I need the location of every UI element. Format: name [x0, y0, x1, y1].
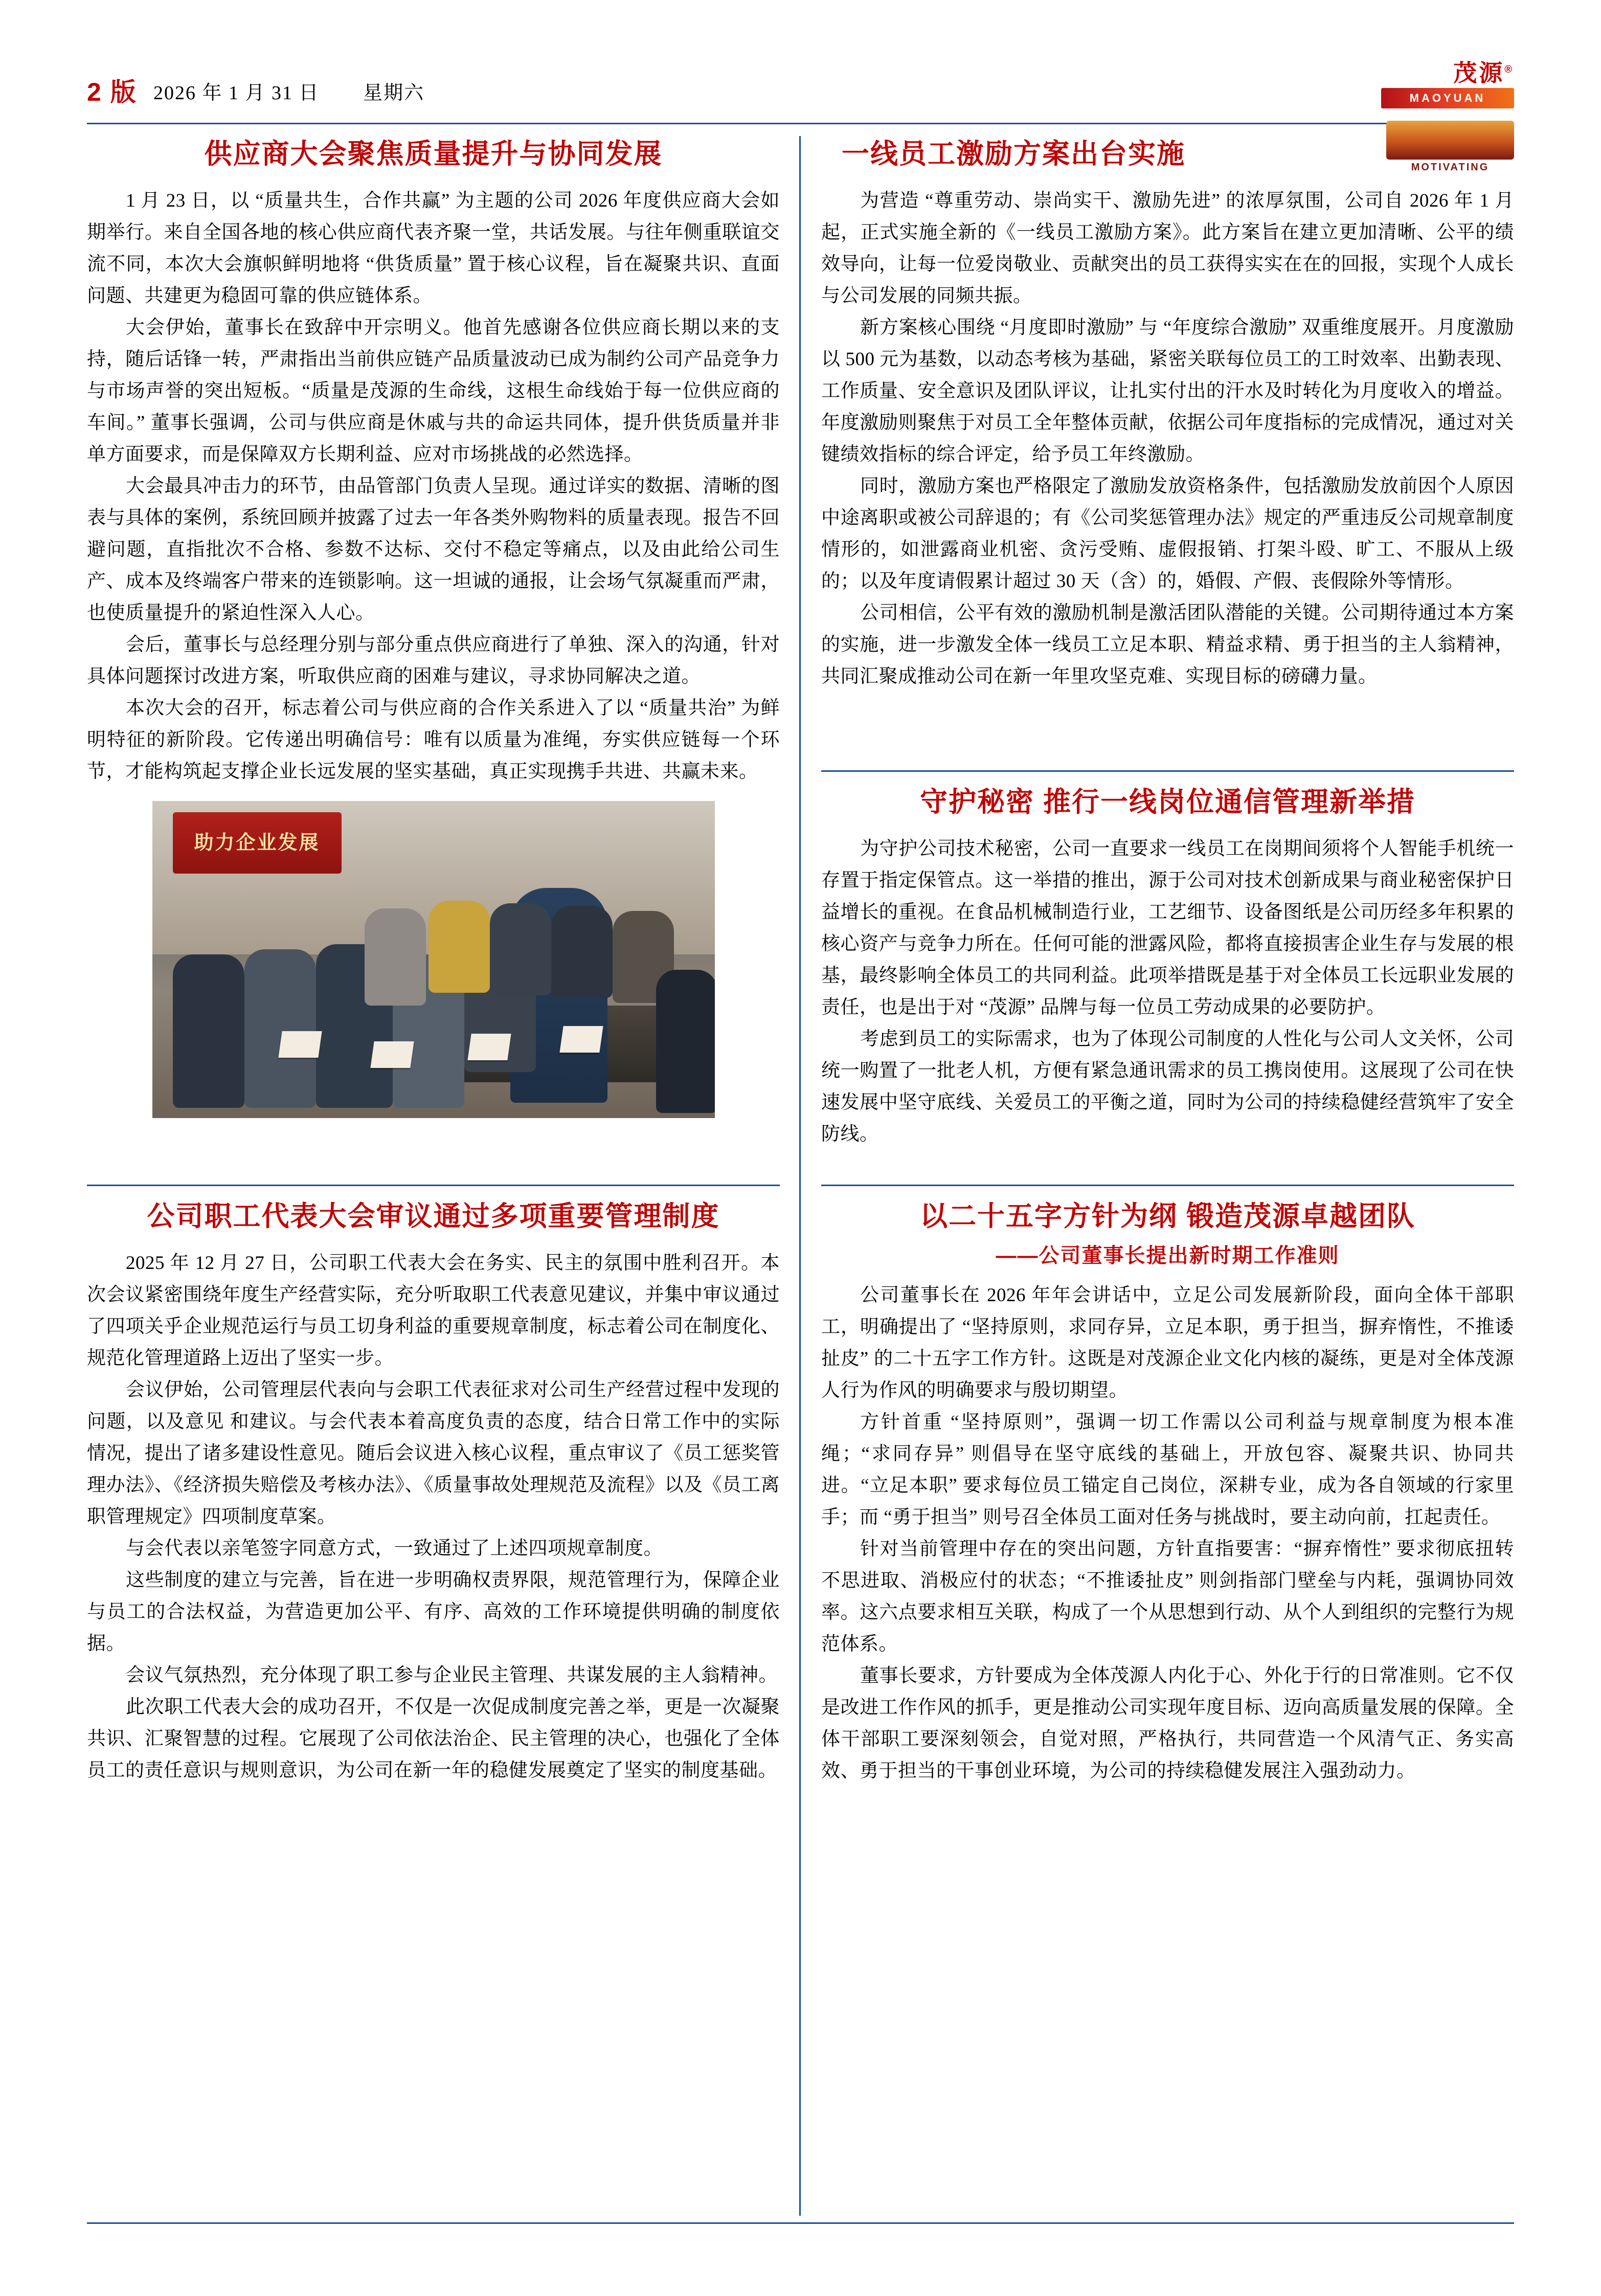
paragraph: 为营造 “尊重劳动、崇尚实干、激励先进” 的浓厚氛围，公司自 2026 年 1 月起，正式实施全新的《一线员工激励方案》。此方案旨在建立更加清晰、公平的绩效导向，让每一位爱岗敬业、贡献突出的员工获得实实在在的回报，实现个人成长与公司发展的同频共振。 — [821, 190, 1514, 306]
paragraph: 董事长要求，方针要成为全体茂源人内化于心、外化于行的日常准则。它不仅是改进工作作风的抓手，更是推动公司实现年度目标、迈向高质量发展的保障。全体干部职工要深刻领会，自觉对照，严格执行，共同营造一个风清气正、务实高效、勇于担当的干事创业环境，为公司的持续稳健发展注入强劲动力。 — [821, 1665, 1514, 1781]
paragraph: 新方案核心围绕 “月度即时激励” 与 “年度综合激励” 双重维度展开。月度激励以 500 元为基数，以动态考核为基础，紧密关联每位员工的工时效率、出勤表现、工作质量、安全意识及团队评议，让扎实付出的汗水及时转化为月度收入的增益。年度激励则聚焦于对员工全年整体贡献，依据公司年度指标的完成情况，通过对关键绩效指标的综合评定，给予员工年终激励。 — [821, 317, 1515, 465]
section-divider — [821, 770, 1514, 772]
brand-logo-subtext: MAOYUAN — [1381, 88, 1514, 108]
photo-person — [656, 970, 715, 1113]
article-twentyfive-words — [821, 1185, 1514, 1787]
paragraph: 1 月 23 日，以 “质量共生，合作共赢” 为主题的公司 2026 年度供应商大会如期举行。来自全国各地的核心供应商代表齐聚一堂，共话发展。与往年侧重联谊交流不同，本次大会旗帜鲜明地将 “供货质量” 置于核心议程，旨在凝聚共识、直面问题、共建更为稳固可靠的供应链体系。 — [87, 190, 780, 306]
photo-person — [173, 954, 244, 1108]
motivating-badge — [1386, 121, 1514, 177]
article-secrecy-policy — [821, 770, 1514, 1150]
page-content — [87, 136, 1514, 2218]
photo-name-card — [278, 1031, 322, 1058]
photo-banner-text: 助力企业发展 — [173, 812, 342, 874]
masthead — [87, 59, 1514, 118]
paragraph: 方针首重 “坚持原则”，强调一切工作需以公司利益与规章制度为根本准绳；“求同存异” 则倡导在坚守底线的基础上，开放包容、凝聚共识、协同共进。“立足本职” 要求每位员工锚定自己岗位，深耕专业，成为各自领域的行家里手；而 “勇于担当” 则号召全体员工面对任务与挑战时，要主动向前，扛起责任。 — [821, 1412, 1514, 1528]
paragraph: 会议伊始，公司管理层代表向与会职工代表征求对公司生产经营过程中发现的问题，以及意见 和建议。与会代表本着高度负责的态度，结合日常工作中的实际情况，提出了诸多建设性意见。随后会议进入核心议程，重点审议了《员工惩奖管理办法》、《经济损失赔偿及考核办法》、《质量事故处理规范及流程》以及《员工离职管理规定》四项制度草案。 — [87, 1379, 780, 1527]
page-number-badge: 2 版 — [87, 78, 137, 106]
article-twentyfive-words-subhead: ——公司董事长提出新时期工作准则 — [996, 1244, 1340, 1267]
brand-logo-registered-icon: ® — [1504, 64, 1514, 75]
paragraph: 同时，激励方案也严格限定了激励发放资格条件，包括激励发放前因个人原因中途离职或被公司辞退的；有《公司奖惩管理办法》规定的严重违反公司规章制度情形的，如泄露商业机密、贪污受贿、虚假报销、打架斗殴、旷工、不服从上级的；以及年度请假累计超过 30 天（含）的，婚假、产假、丧假除外等情形。 — [821, 476, 1514, 592]
paragraph: 公司董事长在 2026 年年会讲话中，立足公司发展新阶段，面向全体干部职工，明确提出了 “坚持原则，求同存异，立足本职，勇于担当，摒弃惰性，不推诿扯皮” 的二十五字工作方针。这既是对茂源企业文化内核的凝练，更是对全体茂源人行为作风的明确要求与殷切期望。 — [821, 1285, 1514, 1401]
brand-logo — [1381, 56, 1514, 113]
article-secrecy-policy-headline: 守护秘密 推行一线岗位通信管理新举措 — [919, 787, 1415, 817]
photo-name-card — [467, 1034, 511, 1060]
paragraph: 为守护公司技术秘密，公司一直要求一线员工在岗期间须将个人智能手机统一存置于指定保管点。这一举措的推出，源于公司对技术创新成果与商业秘密保护日益增长的重视。在食品机械制造行业，工艺细节、设备图纸是公司历经多年积累的核心资产与竞争力所在。任何可能的泄露风险，都将直接损害企业生存与发展的根基，最终影响全体员工的共同利益。此项举措既是基于对全体员工长远职业发展的责任，也是出于对 “茂源” 品牌与每一位员工劳动成果的必要防护。 — [821, 838, 1514, 1018]
paragraph: 针对当前管理中存在的突出问题，方针直指要害：“摒弃惰性” 要求彻底扭转不思进取、消极应付的状态；“不推诿扯皮” 则剑指部门壁垒与内耗，强调协同效率。这六点要求相互关联，构成了一个从思想到行动、从个人到组织的完整行为规范体系。 — [821, 1539, 1514, 1655]
paragraph: 本次大会的召开，标志着公司与供应商的合作关系进入了以 “质量共治” 为鲜明特征的新阶段。它传递出明确信号：唯有以质量为准绳，夯实供应链每一个环节，才能构筑起支撑企业长远发展的坚实基础，真正实现携手共进、共赢未来。 — [87, 698, 780, 782]
paragraph: 与会代表以亲笔签字同意方式，一致通过了上述四项规章制度。 — [126, 1538, 663, 1559]
article-incentive-plan — [821, 136, 1514, 693]
article-supplier-conference — [87, 136, 780, 1118]
right-column — [821, 136, 1514, 2218]
paragraph: 此次职工代表大会的成功召开，不仅是一次促成制度完善之举，更是一次凝聚共识、汇聚智慧的过程。它展现了公司依法治企、民主管理的决心，也强化了全体员工的责任意识与规则意识，为公司在新一年的稳健发展奠定了坚实的制度基础。 — [87, 1697, 780, 1781]
paragraph: 会议气氛热烈，充分体现了职工参与企业民主管理、共谋发展的主人翁精神。 — [126, 1665, 778, 1686]
paragraph: 会后，董事长与总经理分别与部分重点供应商进行了单独、深入的沟通，针对具体问题探讨改进方案，听取供应商的困难与建议，寻求协同解决之道。 — [87, 634, 780, 687]
footer-divider — [87, 2222, 1514, 2224]
article-staff-congress-headline: 公司职工代表大会审议通过多项重要管理制度 — [147, 1201, 720, 1232]
article-staff-congress — [87, 1185, 780, 1787]
paragraph: 大会最具冲击力的环节，由品管部门负责人呈现。通过详实的数据、清晰的图表与具体的案例，系统回顾并披露了过去一年各类外购物料的质量表现。报告不回避问题，直指批次不合格、参数不达标、交付不稳定等痛点，以及由此给公司生产、成本及终端客户带来的连锁影响。这一坦诚的通报，让会场气氛凝重而严肃，也使质量提升的紧迫性深入人心。 — [87, 476, 780, 623]
paragraph: 公司相信，公平有效的激励机制是激活团队潜能的关键。公司期待通过本方案的实施，进一步激发全体一线员工立足本职、精益求精、勇于担当的主人翁精神，共同汇聚成推动公司在新一年里攻坚克难、实现目标的磅礴力量。 — [821, 603, 1514, 687]
paragraph: 大会伊始，董事长在致辞中开宗明义。他首先感谢各位供应商长期以来的支持，随后话锋一转，严肃指出当前供应链产品质量波动已成为制约公司产品竞争力与市场声誉的突出短板。“质量是茂源的生命线，这根生命线始于每一位供应商的车间。” 董事长强调，公司与供应商是休戚与共的命运共同体，提升供货质量并非单方面要求，而是保障双方长期利益、应对市场挑战的必然选择。 — [87, 317, 780, 465]
photo-person — [365, 908, 426, 1006]
publication-weekday: 星期六 — [363, 82, 425, 104]
paragraph: 这些制度的建立与完善，旨在进一步明确权责界限，规范管理行为，保障企业与员工的合法权益，为营造更加公平、有序、高效的工作环境提供明确的制度依据。 — [87, 1570, 780, 1654]
publication-date: 2026 年 1 月 31 日 — [153, 82, 320, 104]
header-divider — [87, 123, 1514, 124]
article-photo-supplier-conference — [152, 801, 715, 1118]
photo-person — [551, 906, 613, 998]
photo-name-card — [370, 1041, 414, 1068]
photo-person — [244, 949, 316, 1108]
motivating-badge-label: MOTIVATING — [1411, 162, 1490, 173]
section-divider — [87, 1185, 780, 1186]
photo-name-card — [559, 1026, 603, 1053]
brand-logo-text: 茂源 — [1453, 59, 1505, 86]
left-column — [87, 136, 780, 2218]
brand-logo-name — [1381, 56, 1514, 86]
photo-person — [429, 901, 490, 993]
paragraph: 考虑到员工的实际需求，也为了体现公司制度的人性化与公司人文关怀，公司统一购置了一批老人机，方便有紧急通讯需求的员工携岗使用。这展现了公司在快速发展中坚守底线、关爱员工的平衡之道，同时为公司的持续稳健经营筑牢了安全防线。 — [821, 1029, 1514, 1145]
article-twentyfive-words-headline: 以二十五字方针为纲 锻造茂源卓越团队 — [919, 1201, 1415, 1232]
article-supplier-conference-headline: 供应商大会聚焦质量提升与协同发展 — [204, 139, 663, 169]
photo-person — [490, 903, 551, 995]
paragraph: 2025 年 12 月 27 日，公司职工代表大会在务实、民主的氛围中胜利召开。本次会议紧密围绕年度生产经营实际，充分听取职工代表意见建议，并集中审议通过了四项关乎企业规范运行与员工切身利益的重要规章制度，标志着公司在制度化、规范化管理道路上迈出了坚实一步。 — [87, 1253, 780, 1369]
column-divider — [799, 136, 801, 2216]
section-divider — [821, 1185, 1514, 1186]
article-incentive-plan-headline: 一线员工激励方案出台实施 — [842, 139, 1185, 169]
